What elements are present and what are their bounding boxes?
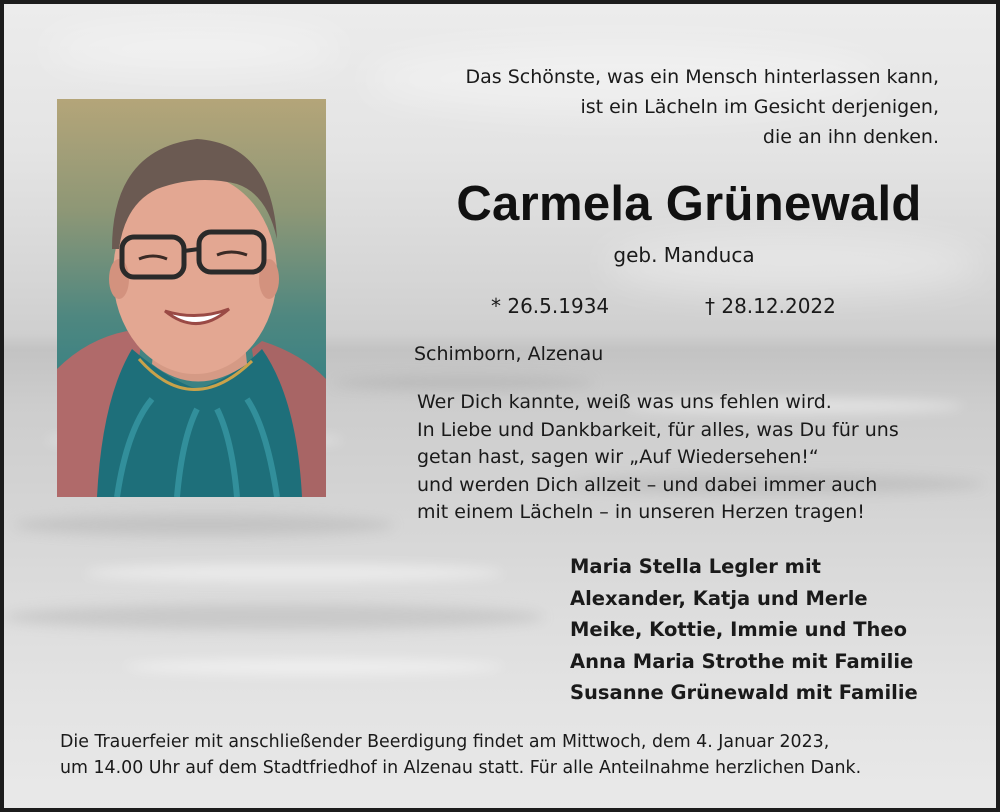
quote-line: die an ihn denken. xyxy=(762,126,939,148)
background-cloud xyxy=(44,24,344,74)
background-wave xyxy=(14,514,394,536)
memorial-verse xyxy=(417,389,899,527)
mourner-entry: Alexander, Katja und Merle xyxy=(570,586,868,610)
mourners-list xyxy=(570,551,918,709)
epitaph-quote xyxy=(465,62,939,152)
mourner-entry: Maria Stella Legler mit xyxy=(570,555,821,578)
portrait-illustration xyxy=(57,99,326,497)
background-wave xyxy=(84,564,504,582)
hometown: Schimborn, Alzenau xyxy=(414,343,604,365)
birth-date: * 26.5.1934 xyxy=(491,294,610,318)
mourner-entry: Susanne Grünewald mit Familie xyxy=(570,681,918,704)
funeral-notice xyxy=(60,729,861,781)
maiden-name: geb. Manduca xyxy=(613,243,755,267)
death-date: † 28.12.2022 xyxy=(705,294,836,318)
verse-line: und werden Dich allzeit – und dabei immer auch xyxy=(417,473,878,496)
funeral-notice-line: um 14.00 Uhr auf dem Stadtfriedhof in Alzenau statt. Für alle Anteilnahme herzlichen Dank. xyxy=(60,758,862,778)
mourner-entry: Meike, Kottie, Immie und Theo xyxy=(570,618,908,641)
deceased-name: Carmela Grünewald xyxy=(456,177,922,231)
verse-line: getan hast, sagen wir „Auf Wiedersehen!“ xyxy=(417,446,819,468)
quote-line: Das Schönste, was ein Mensch hinterlassen kann, xyxy=(465,66,939,88)
background-wave xyxy=(124,659,504,675)
verse-line: mit einem Lächeln – in unseren Herzen tragen! xyxy=(417,501,865,523)
background-wave xyxy=(4,604,544,630)
verse-line: In Liebe und Dankbarkeit, für alles, was Du für uns xyxy=(417,418,899,441)
portrait-photo xyxy=(57,99,326,497)
background-wave xyxy=(334,376,594,390)
quote-line: ist ein Lächeln im Gesicht derjenigen, xyxy=(580,96,939,118)
funeral-notice-line: Die Trauerfeier mit anschließender Beerdigung findet am Mittwoch, dem 4. Januar 2023, xyxy=(60,732,830,752)
mourner-entry: Anna Maria Strothe mit Familie xyxy=(570,649,914,673)
verse-line: Wer Dich kannte, weiß was uns fehlen wird. xyxy=(417,391,832,413)
